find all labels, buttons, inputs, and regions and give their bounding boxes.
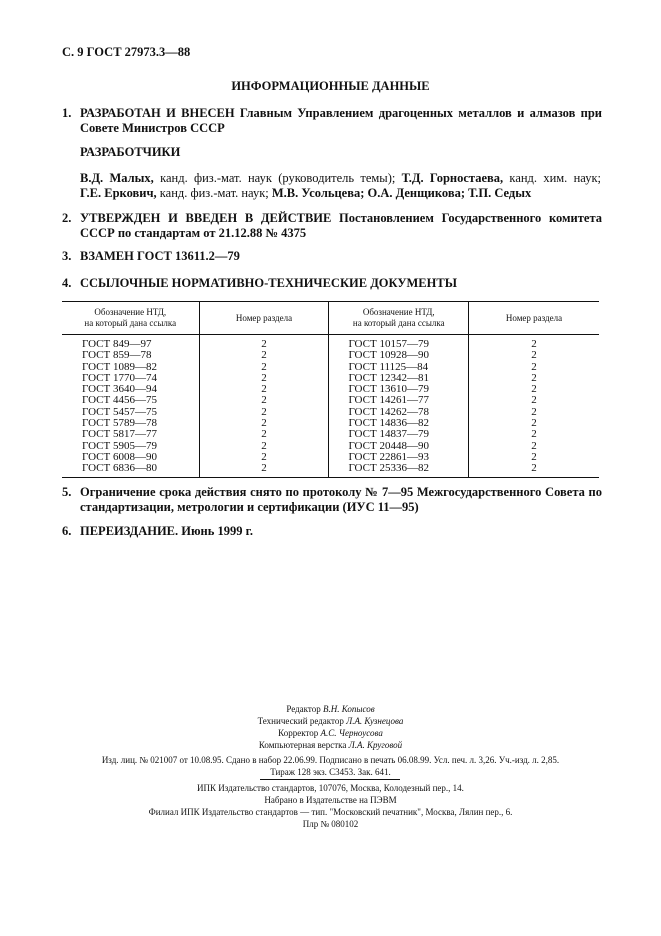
section-number-cell: 2 (469, 429, 599, 440)
section-number-cell: 2 (469, 362, 599, 373)
section-number-cell: 2 (199, 418, 329, 429)
section-number-cell: 2 (469, 452, 599, 463)
developer-name: Г.Е. Еркович, (80, 186, 157, 200)
developers-heading: РАЗРАБОТЧИКИ (80, 145, 181, 159)
section-number-cell: 2 (469, 407, 599, 418)
divider (260, 779, 400, 780)
doc-code-cell: ГОСТ 22861—93 (329, 452, 469, 463)
section-4 (62, 276, 602, 291)
developer-name: В.Д. Малых, (80, 171, 154, 185)
reference-docs-table (62, 301, 599, 478)
section-number-cell: 2 (199, 335, 329, 351)
doc-code-cell: ГОСТ 859—78 (82, 349, 152, 362)
developer-names-rest: М.В. Усольцева; О.А. Денщикова; Т.П. Седых (271, 186, 532, 200)
table-row (62, 335, 599, 351)
section-number-cell: 2 (199, 384, 329, 395)
corrector-line: Корректор А.С. Черноусова (278, 728, 383, 738)
section-number-cell: 2 (469, 441, 599, 452)
section-number-cell: 2 (469, 463, 599, 477)
section-3 (62, 249, 602, 264)
doc-code-cell: ГОСТ 11125—84 (329, 362, 469, 373)
doc-code-cell: ГОСТ 5789—78 (82, 417, 157, 430)
publish-line: Изд. лиц. № 021007 от 10.08.95. Сдано в набор 22.06.99. Подписано в печать 06.08.99. Усл. печ. л. 3,26. Уч.-изд. л. 2,85. (101, 755, 560, 765)
imprint-publish (0, 754, 661, 778)
printer-line: Набрано в Издательстве на ПЭВМ (264, 795, 397, 805)
section-text: ССЫЛОЧНЫЕ НОРМАТИВНО-ТЕХНИЧЕСКИЕ ДОКУМЕНТЫ (80, 276, 457, 290)
section-number-cell: 2 (469, 350, 599, 361)
table-row (62, 429, 599, 440)
section-number-cell: 2 (469, 384, 599, 395)
section-number-cell: 2 (199, 452, 329, 463)
doc-code-cell: ГОСТ 5905—79 (82, 439, 157, 452)
col-header-section: Номер раздела (199, 302, 329, 335)
publish-line: Тираж 128 экз. С3453. Зак. 641. (270, 767, 391, 777)
section-text: УТВЕРЖДЕН И ВВЕДЕН В ДЕЙСТВИЕ Постановлением Государственного комитета СССР по стандартам от 21.12.88 № 4375 (80, 211, 602, 240)
section-number-cell: 2 (199, 362, 329, 373)
doc-code-cell: ГОСТ 5457—75 (82, 405, 157, 418)
section-number-cell: 2 (469, 418, 599, 429)
doc-code-cell: ГОСТ 849—97 (82, 338, 152, 350)
doc-code-cell: ГОСТ 14836—82 (329, 418, 469, 429)
doc-code-cell: ГОСТ 6836—80 (62, 463, 199, 477)
tech-editor-line: Технический редактор Л.А. Кузнецова (257, 716, 404, 726)
printer-line: Плр № 080102 (302, 819, 359, 829)
section-number: 3. (62, 249, 72, 263)
doc-code-cell: ГОСТ 13610—79 (329, 384, 469, 395)
table-row (62, 350, 599, 361)
section-text: ВЗАМЕН ГОСТ 13611.2—79 (80, 249, 240, 263)
doc-code-cell: ГОСТ 25336—82 (329, 463, 469, 477)
doc-code-cell: ГОСТ 20448—90 (329, 441, 469, 452)
section-number-cell: 2 (469, 373, 599, 384)
doc-code-cell: ГОСТ 12342—81 (329, 373, 469, 384)
section-text: ПЕРЕИЗДАНИЕ. Июнь 1999 г. (80, 524, 253, 538)
section-number: 4. (62, 276, 72, 290)
section-6 (62, 524, 602, 539)
developer-desc: канд. физ.-мат. наук (руководитель темы); (153, 171, 402, 185)
page-header: С. 9 ГОСТ 27973.3—88 (62, 45, 191, 59)
section-number-cell: 2 (469, 335, 599, 351)
developers-line-2 (80, 186, 601, 201)
doc-code-cell: ГОСТ 14837—79 (329, 429, 469, 440)
developer-desc: канд. хим. наук; (503, 171, 601, 185)
section-number-cell: 2 (469, 395, 599, 406)
section-number: 1. (62, 106, 72, 120)
section-number-cell: 2 (199, 350, 329, 361)
printer-line: ИПК Издательство стандартов, 107076, Москва, Колодезный пер., 14. (197, 783, 464, 793)
imprint-credits (0, 703, 661, 751)
section-number: 2. (62, 211, 72, 225)
page-title: ИНФОРМАЦИОННЫЕ ДАННЫЕ (231, 79, 430, 93)
table-header-row (62, 302, 599, 335)
doc-code-cell: ГОСТ 1089—82 (82, 360, 157, 373)
doc-code-cell: ГОСТ 4456—75 (82, 394, 157, 407)
printer-line: Филиал ИПК Издательство стандартов — тип. "Московский печатник", Москва, Лялин пер., 6. (148, 807, 513, 817)
section-5 (62, 485, 602, 515)
col-header-doc: Обозначение НТД, на который дана ссылка (62, 302, 199, 335)
section-text: РАЗРАБОТАН И ВНЕСЕН Главным Управлением драгоценных металлов и алмазов при Совете Министров СССР (80, 106, 602, 135)
section-1 (62, 106, 602, 136)
section-number: 5. (62, 485, 72, 499)
section-number-cell: 2 (199, 407, 329, 418)
doc-code-cell: ГОСТ 3640—94 (82, 383, 157, 396)
doc-code-cell: ГОСТ 10157—79 (329, 335, 469, 351)
table-row (62, 463, 599, 477)
layout-line: Компьютерная верстка Л.А. Круговой (258, 740, 403, 750)
section-number-cell: 2 (199, 373, 329, 384)
section-2 (62, 211, 602, 241)
col-header-section: Номер раздела (469, 302, 599, 335)
doc-code-cell: ГОСТ 14262—78 (329, 407, 469, 418)
doc-code-cell: ГОСТ 6008—90 (82, 450, 157, 463)
developers-list (80, 171, 601, 201)
developers-line-1 (80, 171, 601, 186)
section-number-cell: 2 (199, 441, 329, 452)
doc-code-cell: ГОСТ 1770—74 (82, 371, 157, 384)
editor-line: Редактор В.Н. Копысов (286, 704, 375, 714)
section-number-cell: 2 (199, 395, 329, 406)
col-header-doc: Обозначение НТД, на который дана ссылка (329, 302, 469, 335)
doc-code-cell: ГОСТ 10928—90 (329, 350, 469, 361)
developer-desc: канд. физ.-мат. наук; (156, 186, 272, 200)
doc-code-cell: ГОСТ 14261—77 (329, 395, 469, 406)
developer-name: Т.Д. Горностаева, (401, 171, 504, 185)
section-text: Ограничение срока действия снято по протоколу № 7—95 Межгосударственного Совета по стандартизации, метрологии и сертификации (ИУС 11—95) (80, 485, 602, 514)
imprint-printer (0, 782, 661, 830)
section-number: 6. (62, 524, 72, 538)
section-number-cell: 2 (199, 463, 329, 477)
doc-code-cell: ГОСТ 5817—77 (82, 428, 157, 441)
section-number-cell: 2 (199, 429, 329, 440)
